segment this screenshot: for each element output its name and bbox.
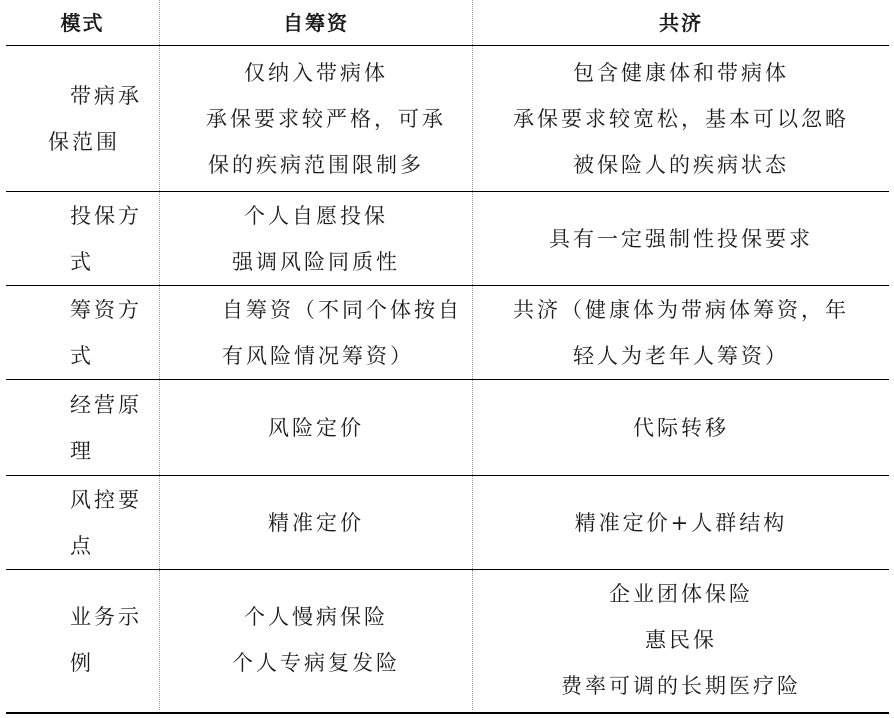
cell-line: 共济（健康体为带病体筹资，年 (513, 297, 849, 322)
cell-line: 具有一定强制性投保要求 (549, 226, 813, 251)
table-row (6, 380, 889, 476)
mutual-aid-cell (472, 46, 889, 191)
row-label-line: 业务示 (70, 605, 142, 629)
header-mutual-aid: 共济 (472, 0, 889, 45)
cell-line: 轻人为老年人筹资） (573, 343, 789, 368)
row-label (6, 476, 159, 569)
cell-line: 费率可调的长期医疗险 (561, 674, 801, 698)
cell-line: 代际转移 (633, 415, 729, 440)
comparison-table (6, 0, 889, 714)
cell-line: 个人慢病保险 (244, 605, 388, 629)
self-funding-cell (159, 192, 472, 285)
self-funding-cell (159, 46, 472, 191)
cell-line: 仅纳入带病体 (244, 60, 388, 85)
cell-line: 有风险情况筹资） (222, 343, 414, 368)
row-label (6, 192, 159, 285)
cell-line: 自筹资（不同个体按自 (222, 297, 462, 322)
row-label-line: 带病承 (70, 83, 142, 108)
cell-line: 被保险人的疾病状态 (573, 152, 789, 177)
row-label (6, 380, 159, 475)
row-label-line: 投保方 (70, 203, 142, 228)
header-self-funding: 自筹资 (159, 0, 472, 45)
table-row (6, 192, 889, 286)
row-label-line: 经营原 (70, 392, 142, 417)
row-label-line: 理 (70, 438, 94, 463)
cell-line: 企业团体保险 (609, 582, 753, 606)
table-row (6, 46, 889, 192)
mutual-aid-cell (472, 476, 889, 569)
cell-line: 精准定价 (268, 510, 364, 535)
header-mode: 模式 (60, 10, 105, 35)
row-label-line: 风控要 (70, 487, 142, 512)
table-row (6, 286, 889, 380)
cell-line: 个人自愿投保 (244, 203, 388, 228)
row-label (6, 286, 159, 379)
row-label (6, 46, 159, 191)
self-funding-cell (159, 570, 472, 710)
mutual-aid-cell (472, 380, 889, 475)
cell-line: 保的疾病范围限制多 (208, 152, 424, 177)
cell-line: 承保要求较宽松，基本可以忽略 (513, 106, 849, 131)
row-label-line: 保范围 (48, 129, 120, 154)
table-row (6, 570, 889, 710)
self-funding-cell (159, 380, 472, 475)
mutual-aid-cell (472, 570, 889, 710)
table-row (6, 476, 889, 570)
cell-line: 包含健康体和带病体 (573, 60, 789, 85)
row-label (6, 570, 159, 710)
cell-line: 惠民保 (645, 628, 717, 652)
mutual-aid-cell (472, 192, 889, 285)
cell-line: 个人专病复发险 (232, 651, 400, 675)
row-label-line: 例 (70, 651, 94, 675)
row-label-line: 筹资方 (70, 297, 142, 322)
mutual-aid-cell (472, 286, 889, 379)
self-funding-cell (159, 286, 472, 379)
cell-line: 强调风险同质性 (232, 249, 400, 274)
row-label-line: 点 (70, 533, 94, 558)
row-label-line: 式 (70, 249, 94, 274)
cell-line: 风险定价 (268, 415, 364, 440)
self-funding-cell (159, 476, 472, 569)
cell-line: 承保要求较严格，可承 (206, 106, 446, 131)
table-header-row (6, 0, 889, 46)
cell-line: 精准定价+人群结构 (574, 510, 788, 535)
row-label-line: 式 (70, 343, 94, 368)
